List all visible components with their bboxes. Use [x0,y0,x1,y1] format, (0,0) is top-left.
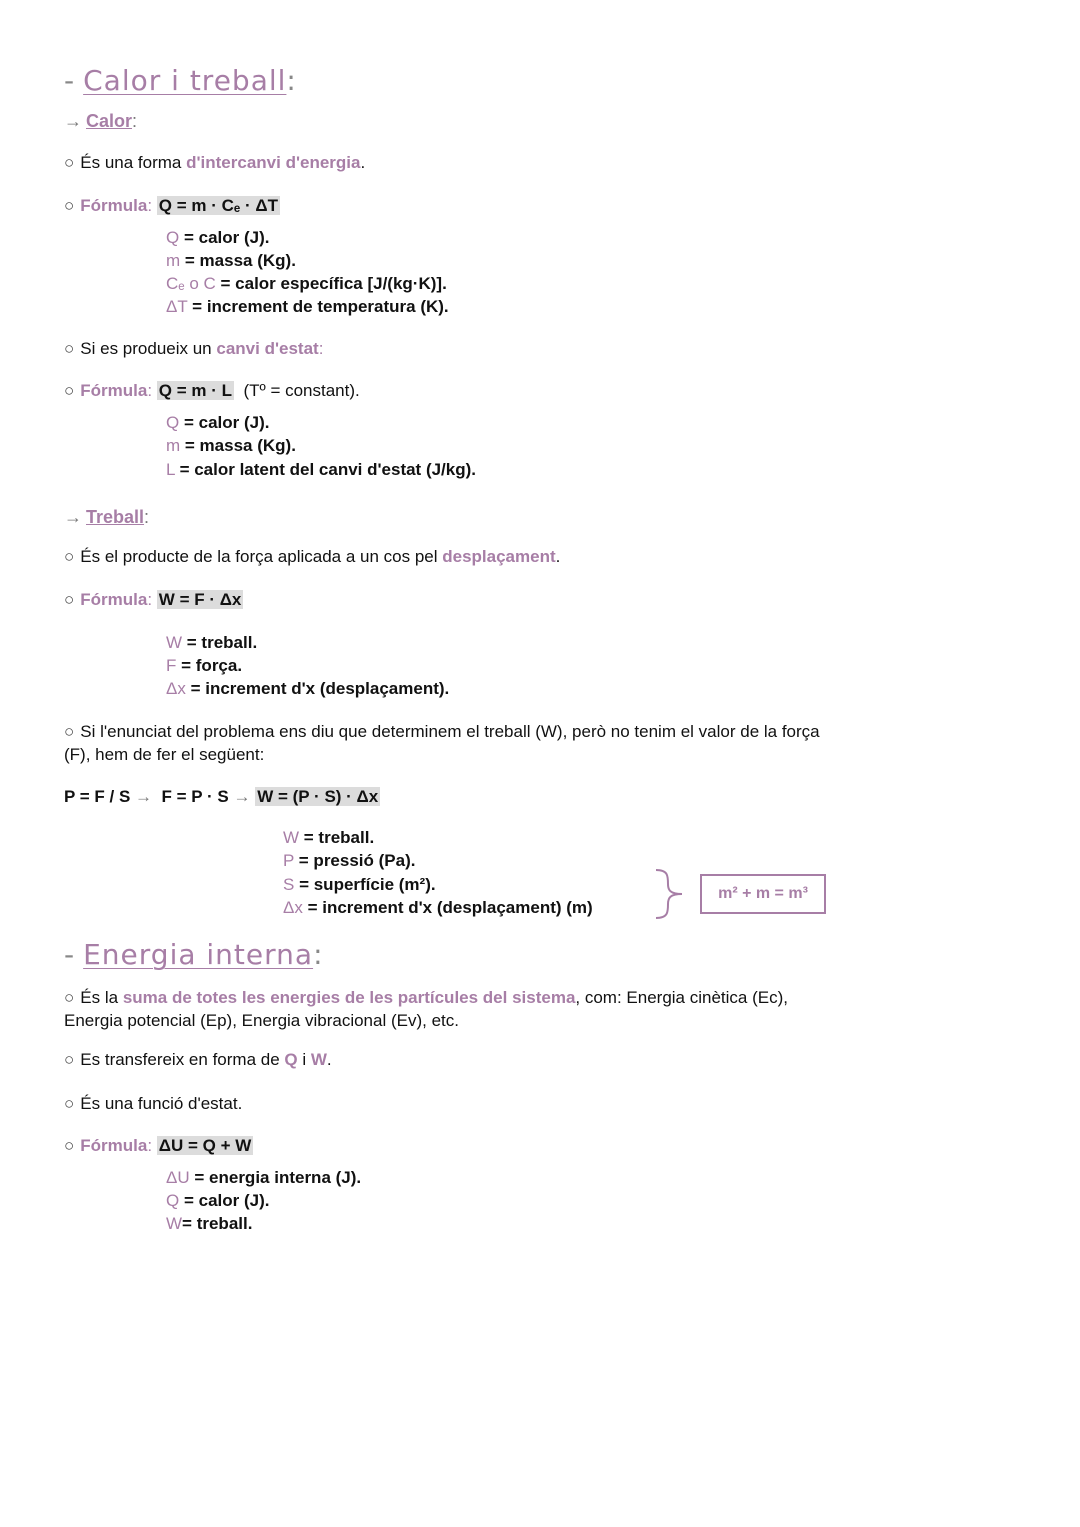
chain-part-1: P = F / S [64,787,131,806]
colon: : [286,64,297,97]
def-text: = treball. [182,1214,253,1233]
subheading-calor [64,110,137,132]
energia-state-fn [64,1093,242,1115]
note-line-2: (F), hem de fer el següent: [64,745,265,764]
def-text: = pressió (Pa). [298,851,416,870]
def-text: = calor (J). [183,413,270,432]
pressure-chain [64,786,380,808]
canvi-estat-intro: ○ Si es produeix un canvi d'estat: [64,339,324,358]
def-text: = calor específica [J/(kg·K)]. [220,274,447,293]
bullet-icon: ○ [64,590,75,609]
def-var: Δx [166,679,186,698]
highlight-text: canvi d'estat [216,339,319,358]
highlight-w: W [310,1050,327,1069]
def-text: = calor (J). [183,228,270,247]
def-text: = superfície (m²). [299,875,436,894]
def-row [166,272,447,295]
def-text: = increment de temperatura (K). [192,297,449,316]
arrow-right-icon: → [233,787,251,806]
section-title-text: Calor i treball [83,64,287,97]
section-title-energia-interna [64,938,324,972]
bullet-icon: ○ [64,988,75,1007]
formula-label: Fórmula [80,1136,148,1155]
energia-intro [64,986,1024,1032]
highlight-text: d'intercanvi d'energia [186,153,361,172]
formula-note: (Tº = constant). [243,381,360,400]
def-var: W [166,1214,183,1233]
def-var: Q [166,413,180,432]
bullet-icon: ○ [64,547,75,566]
def-row [166,411,269,434]
highlight-q: Q [284,1050,298,1069]
def-row [166,458,476,481]
text: Es transfereix en forma de [80,1050,285,1069]
formula-highlight: W = F · Δx [158,590,242,609]
section-title-calor-treball [64,64,297,98]
curly-brace-icon [652,868,688,920]
energia-transfer: ○ Es transfereix en forma de Q i W. [64,1050,332,1069]
def-text: = força. [181,656,243,675]
subheading-text: Calor [86,111,133,131]
formula-highlight: Q = m · L [158,381,233,400]
bullet-icon: ○ [64,153,75,172]
colon: : [144,507,150,527]
def-row [283,849,415,872]
bullet-icon: ○ [64,1094,75,1113]
section-title-text: Energia interna [83,938,314,971]
def-row [166,1189,269,1212]
def-row [166,1212,252,1235]
text: És la [80,988,123,1007]
def-row [283,826,374,849]
def-var: m [166,251,181,270]
highlight-text: suma de totes les energies de les partícules del sistema [122,988,576,1007]
def-var: ΔU [166,1168,190,1187]
bullet-icon: ○ [64,1050,75,1069]
def-var: Q [166,228,180,247]
dash-glyph: - [64,64,76,97]
highlight-text: desplaçament [442,547,556,566]
def-row [166,631,257,654]
bullet-icon: ○ [64,196,75,215]
formula-highlight: Q = m · Cₑ · ΔT [158,196,278,215]
def-text: = treball. [186,633,258,652]
def-text: = calor (J). [183,1191,270,1210]
def-var: W [166,633,183,652]
def-var: S [283,875,295,894]
treball-formula: ○ Fórmula: W = F · Δx [64,590,242,609]
intro-line-2: Energia potencial (Ep), Energia vibracional (Ev), etc. [64,1011,459,1030]
formula-label: Fórmula [80,590,148,609]
chain-part-2: F = P · S [161,787,229,806]
bullet-icon: ○ [64,722,75,741]
def-var: Cₑ o C [166,274,216,293]
calor-intro: ○ És una forma d'intercanvi d'energia. [64,153,366,172]
def-var: W [283,828,300,847]
def-row [166,249,296,272]
formula-label: Fórmula [80,196,148,215]
def-text: = treball. [303,828,375,847]
def-var: Q [166,1191,180,1210]
text: i [297,1050,311,1069]
treball-note [64,720,1004,766]
def-text: = massa (Kg). [184,251,296,270]
def-var: Δx [283,898,303,917]
formula-highlight: ΔU = Q + W [158,1136,252,1155]
def-var: F [166,656,177,675]
note-line-1: Si l'enunciat del problema ens diu que determinem el treball (W), però no tenim el valor de la força [80,722,820,741]
def-var: ΔT [166,297,188,316]
dash-glyph: - [64,938,76,971]
text: És una forma [80,153,187,172]
text: Si es produeix un [80,339,217,358]
arrow-right-icon: → [64,111,82,131]
canvi-estat-formula: ○ Fórmula: Q = m · L (Tº = constant). [64,381,360,400]
def-text: = increment d'x (desplaçament) (m) [307,898,593,917]
colon: : [132,111,138,131]
def-text: = increment d'x (desplaçament). [190,679,450,698]
def-text: = calor latent del canvi d'estat (J/kg). [179,460,477,479]
text: , com: Energia cinètica (Ec), [575,988,788,1007]
def-text: = energia interna (J). [194,1168,362,1187]
def-row [166,295,449,318]
formula-label: Fórmula [80,381,148,400]
calor-formula: ○ Fórmula: Q = m · Cₑ · ΔT [64,196,278,215]
formula-highlight: W = (P · S) · Δx [257,787,379,806]
def-row [166,677,449,700]
def-row [166,1166,361,1189]
def-row [283,896,593,919]
colon: : [313,938,324,971]
bullet-icon: ○ [64,381,75,400]
arrow-right-icon: → [64,507,82,527]
def-text: = massa (Kg). [184,436,296,455]
def-var: m [166,436,181,455]
def-var: L [166,460,175,479]
bullet-icon: ○ [64,339,75,358]
def-row [166,654,242,677]
bullet-icon: ○ [64,1136,75,1155]
treball-intro: ○ És el producte de la força aplicada a un cos pel desplaçament. [64,547,561,566]
def-var: P [283,851,295,870]
def-row [283,873,436,896]
text: És el producte de la força aplicada a un cos pel [80,547,443,566]
subheading-treball [64,506,149,528]
def-row [166,226,269,249]
units-box: m² + m = m³ [700,874,826,914]
energia-formula: ○ Fórmula: ΔU = Q + W [64,1136,252,1155]
arrow-right-icon: → [135,787,153,806]
def-row [166,434,296,457]
text: És una funció d'estat. [80,1094,243,1113]
subheading-text: Treball [86,507,145,527]
